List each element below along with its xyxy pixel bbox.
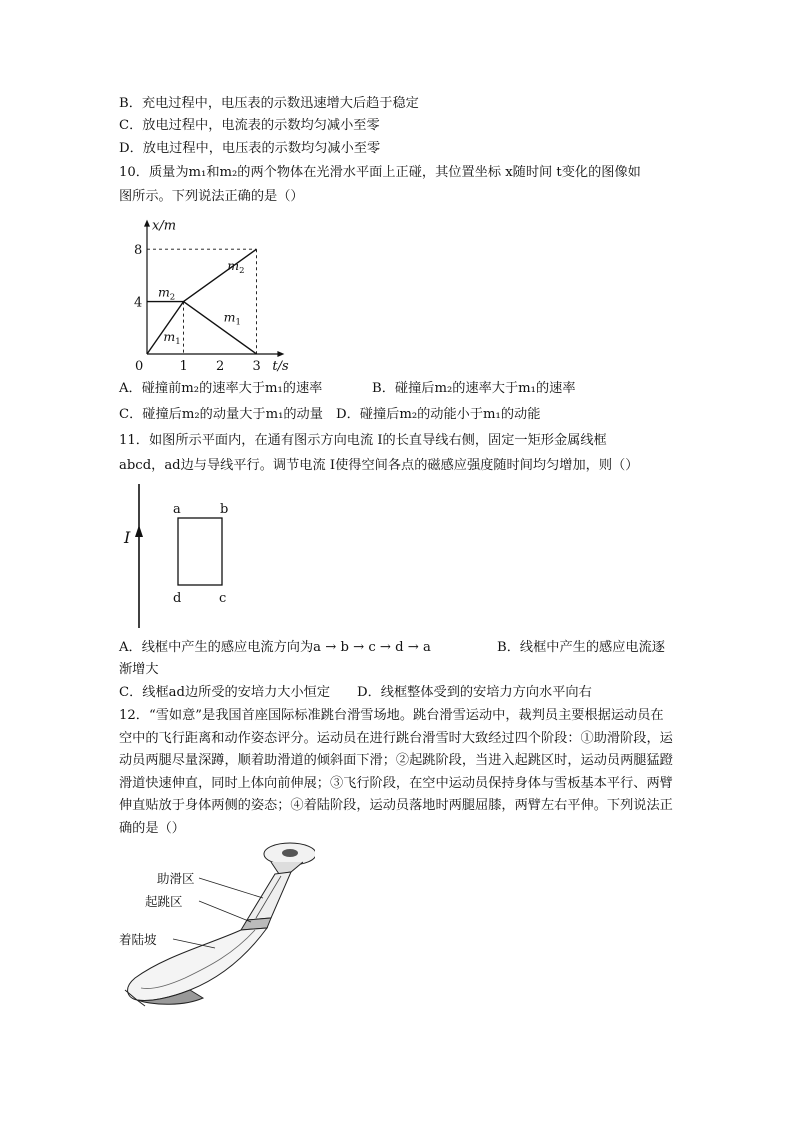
origin-label: 0 <box>135 359 144 374</box>
label-landing: 着陆坡 <box>119 932 157 947</box>
q11-stem-line2: abcd，ad边与导线平行。调节电流 I使得空间各点的磁感应强度随时间均匀增加，则（） <box>119 458 639 473</box>
x-tick-label: 2 <box>216 359 225 374</box>
series-line <box>184 302 257 354</box>
x-axis-arrow-icon <box>277 351 284 357</box>
mass-label-subscript: 2 <box>239 266 245 277</box>
label-inrun: 助滑区 <box>157 871 195 886</box>
q11-option-c: C．线框ad边所受的安培力大小恒定 <box>119 685 331 700</box>
mass-label: $m_1$ <box>163 328 181 347</box>
q9-option-c: C．放电过程中，电流表的示数均匀减小至零 <box>119 118 380 133</box>
series-line <box>184 249 257 301</box>
corner-a: a <box>173 502 181 517</box>
q11-stem-line1: 11．如图所示平面内，在通有图示方向电流 I的长直导线右侧，固定一矩形金属线框 <box>119 433 607 448</box>
q11-option-d: D．线框整体受到的安培力方向水平向右 <box>357 685 592 700</box>
y-tick-label: 8 <box>134 243 143 259</box>
q10-xt-graph <box>125 212 295 377</box>
corner-d: d <box>173 591 182 606</box>
q9-option-b: B．充电过程中，电压表的示数迅速增大后趋于稳定 <box>119 96 419 111</box>
corner-c: c <box>219 591 227 606</box>
q11-wire-frame-figure <box>120 482 250 632</box>
mass-label: $m_2$ <box>157 284 176 303</box>
mass-label: $m_2$ <box>227 258 245 277</box>
q12-stem: 12．“雪如意”是我国首座国际标准跳台滑雪场地。跳台滑雪运动中，裁判员主要根据运动员在空中的飞行距离和动作姿态评分。运动员在进行跳台滑雪时大致经过四个阶段：①助滑阶段，运动员两腿尽量深蹲，顺着助滑道的倾斜面下滑；②起跳阶段，当进入起跳区时，运动员两腿猛蹬滑道快速伸直，同时上体向前伸展；③飞行阶段，在空中运动员保持身体与雪板基本平行、两臂伸直贴放于身体两侧的姿态；④着陆阶段，运动员落地时两腿屈膝，两臂左右平伸。下列说法正确的是（） <box>119 708 673 836</box>
q10-option-b: B．碰撞后m₂的速率大于m₁的速率 <box>372 381 576 396</box>
current-arrow-icon <box>135 525 143 537</box>
rectangular-frame <box>178 518 222 585</box>
mass-label-subscript: 1 <box>175 336 181 347</box>
mass-label-subscript: 2 <box>169 292 176 303</box>
y-axis-arrow-icon <box>144 220 150 227</box>
x-axis-label: t/s <box>272 359 289 374</box>
y-tick-label: 4 <box>134 295 143 311</box>
corner-b: b <box>220 502 229 517</box>
q10-option-c: C．碰撞后m₂的动量大于m₁的动量 <box>119 407 323 422</box>
q10-option-d: D．碰撞后m₂的动能小于m₁的动能 <box>336 407 541 422</box>
y-axis-label: x/m <box>152 218 177 234</box>
q10-option-a: A．碰撞前m₂的速率大于m₁的速率 <box>119 381 323 396</box>
x-tick-label: 3 <box>252 359 261 374</box>
label-takeoff: 起跳区 <box>145 894 183 909</box>
q12-ski-jump-figure <box>115 838 315 1013</box>
current-label: I <box>124 528 131 547</box>
q9-option-d: D．放电过程中，电压表的示数均匀减小至零 <box>119 141 381 156</box>
q10-stem-line1: 10．质量为m₁和m₂的两个物体在光滑水平面上正碰，其位置坐标 x随时间 t变化的图像如 <box>119 165 641 180</box>
q10-stem-line2: 图所示。下列说法正确的是（） <box>119 189 304 204</box>
mass-label: $m_1$ <box>223 309 241 328</box>
x-tick-label: 1 <box>179 359 188 374</box>
q11-option-b-part1: B．线框中产生的感应电流逐 <box>497 640 665 655</box>
mass-label-subscript: 1 <box>235 317 241 328</box>
q11-option-b-part2: 渐增大 <box>119 662 159 677</box>
q11-option-a: A．线框中产生的感应电流方向为a → b → c → d → a <box>119 640 431 655</box>
